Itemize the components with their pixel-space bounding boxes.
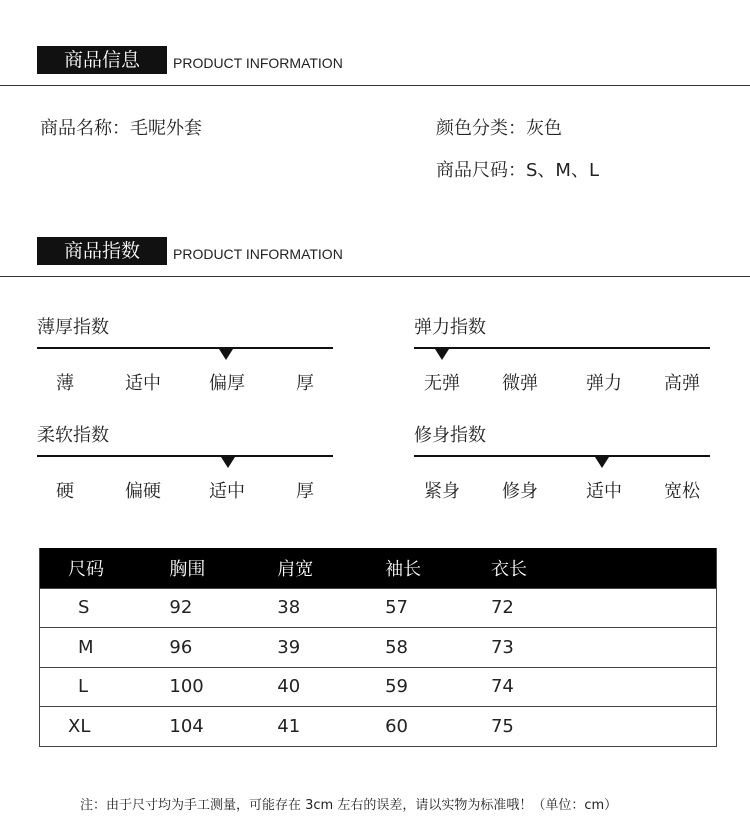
table-cell: 74	[463, 667, 717, 707]
table-cell: 104	[139, 707, 247, 747]
elasticity-index	[414, 313, 710, 393]
thickness-index	[37, 313, 333, 393]
index-option: 厚	[296, 373, 314, 394]
index-marker-icon	[221, 457, 235, 468]
table-cell: 40	[247, 667, 357, 707]
index-option: 紧身	[424, 481, 460, 502]
table-row	[40, 667, 717, 707]
table-cell: 73	[463, 628, 717, 668]
table-row	[40, 707, 717, 747]
index-option: 适中	[209, 481, 245, 502]
index-scale-line	[37, 347, 333, 349]
divider	[0, 276, 750, 277]
index-title: 弹力指数	[414, 317, 486, 338]
table-cell: 38	[247, 588, 357, 628]
header-chest: 胸围	[139, 548, 247, 588]
index-option: 高弹	[664, 373, 700, 394]
index-scale-line	[414, 455, 710, 457]
index-option: 偏硬	[125, 481, 161, 502]
table-cell: 96	[139, 628, 247, 668]
table-cell: 58	[357, 628, 463, 668]
table-cell: 92	[139, 588, 247, 628]
index-marker-icon	[219, 349, 233, 360]
size-table	[39, 548, 717, 747]
fit-index	[414, 421, 710, 501]
header-shoulder: 肩宽	[247, 548, 357, 588]
table-cell: 75	[463, 707, 717, 747]
table-cell: S	[40, 588, 140, 628]
table-cell: 60	[357, 707, 463, 747]
product-index-title: 商品指数	[37, 237, 167, 265]
header-length: 衣长	[463, 548, 717, 588]
index-option: 无弹	[424, 373, 460, 394]
table-cell: XL	[40, 707, 140, 747]
table-cell: 72	[463, 588, 717, 628]
index-option: 弹力	[586, 373, 622, 394]
product-color: 颜色分类：灰色	[436, 118, 562, 139]
index-option: 适中	[125, 373, 161, 394]
index-scale-line	[414, 347, 710, 349]
table-row	[40, 628, 717, 668]
product-info-title: 商品信息	[37, 46, 167, 74]
header-sleeve: 袖长	[357, 548, 463, 588]
index-title: 修身指数	[414, 425, 486, 446]
product-info-subtitle: PRODUCT INFORMATION	[173, 55, 343, 71]
index-option: 厚	[296, 481, 314, 502]
header-size: 尺码	[40, 548, 140, 588]
table-cell: 41	[247, 707, 357, 747]
measurement-note: 注：由于尺寸均为手工测量，可能存在 3cm 左右的误差，请以实物为标准哦！（单位：cm）	[80, 798, 618, 813]
index-option: 偏厚	[209, 373, 245, 394]
index-option: 宽松	[664, 481, 700, 502]
index-option: 适中	[586, 481, 622, 502]
product-name: 商品名称：毛呢外套	[40, 118, 202, 139]
divider	[0, 85, 750, 86]
index-option: 微弹	[502, 373, 538, 394]
index-marker-icon	[595, 457, 609, 468]
product-info-header	[0, 46, 750, 92]
table-cell: 100	[139, 667, 247, 707]
index-scale-line	[37, 455, 333, 457]
table-cell: 39	[247, 628, 357, 668]
index-option: 薄	[56, 373, 74, 394]
index-option: 硬	[56, 481, 74, 502]
product-index-subtitle: PRODUCT INFORMATION	[173, 246, 343, 262]
table-row	[40, 588, 717, 628]
index-marker-icon	[435, 349, 449, 360]
index-title: 柔软指数	[37, 425, 109, 446]
table-cell: M	[40, 628, 140, 668]
table-cell: L	[40, 667, 140, 707]
table-header-row	[40, 548, 717, 588]
product-sizes: 商品尺码：S、M、L	[436, 160, 599, 181]
table-cell: 59	[357, 667, 463, 707]
index-title: 薄厚指数	[37, 317, 109, 338]
softness-index	[37, 421, 333, 501]
table-cell: 57	[357, 588, 463, 628]
index-option: 修身	[502, 481, 538, 502]
product-index-header	[0, 237, 750, 283]
